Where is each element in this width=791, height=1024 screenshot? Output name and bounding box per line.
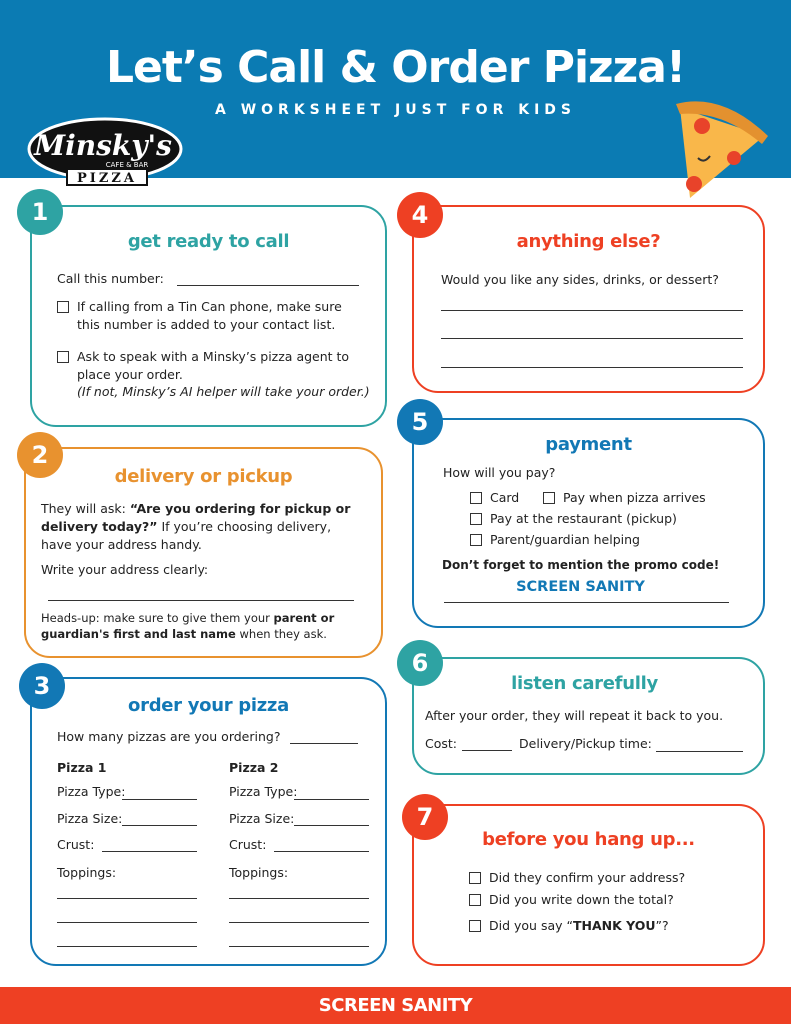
pizza-1-type-line[interactable] [122, 799, 197, 800]
question-text: How will you pay? [443, 465, 556, 480]
checkbox[interactable] [470, 513, 482, 525]
section-delivery-pickup [24, 447, 383, 658]
answer-line[interactable] [441, 367, 743, 368]
svg-text:PIZZA: PIZZA [77, 171, 137, 186]
toppings-label: Toppings: [57, 865, 117, 880]
page-title: Let’s Call & Order Pizza! [105, 42, 686, 93]
pizza-1-crust-line[interactable] [102, 851, 197, 852]
checkbox[interactable] [470, 534, 482, 546]
promo-code: SCREEN SANITY [516, 579, 645, 595]
toppings-line[interactable] [57, 946, 197, 947]
payment-option-parent[interactable]: Parent/guardian helping [470, 531, 640, 549]
section-title: payment [545, 434, 632, 455]
checkbox[interactable] [57, 301, 69, 313]
pizza-count-line[interactable] [290, 743, 358, 744]
answer-line[interactable] [441, 310, 743, 311]
step-badge-1: 1 [17, 189, 63, 235]
answer-line[interactable] [441, 338, 743, 339]
crust-label: Crust: [57, 837, 95, 852]
pizza-2-size-line[interactable] [294, 825, 369, 826]
footer-brand: SCREEN SANITY [0, 987, 791, 1024]
section-anything-else [412, 205, 765, 393]
section-title: anything else? [516, 231, 661, 252]
step-badge-2: 2 [17, 432, 63, 478]
checklist-item[interactable]: Did you say “THANK YOU”? [469, 917, 669, 935]
pizza-1-size-line[interactable] [122, 825, 197, 826]
toppings-line[interactable] [229, 898, 369, 899]
payment-option-restaurant[interactable]: Pay at the restaurant (pickup) [470, 510, 677, 528]
note-text: (If not, Minsky’s AI helper will take your order.) [77, 384, 370, 399]
question-text: They will ask: “Are you ordering for pickup or [41, 501, 351, 516]
checklist-item-text: this number is added to your contact list. [77, 317, 336, 332]
checkbox[interactable] [469, 872, 481, 884]
section-payment [412, 418, 765, 628]
heads-up-text: guardian's first and last name when they ask. [41, 627, 327, 641]
promo-line [444, 602, 729, 603]
toppings-line[interactable] [229, 946, 369, 947]
checkbox[interactable] [469, 920, 481, 932]
pizza-type-label: Pizza Type: [229, 784, 298, 799]
cost-label: Cost: [425, 736, 458, 751]
section-title: order your pizza [128, 695, 289, 716]
checklist-item[interactable]: Ask to speak with a Minsky’s pizza agent to [57, 348, 349, 366]
section-order-pizza [30, 677, 387, 966]
payment-option-card[interactable]: Card [470, 489, 519, 507]
time-line[interactable] [656, 751, 743, 752]
checklist-item[interactable]: Did they confirm your address? [469, 869, 685, 887]
crust-label: Crust: [229, 837, 267, 852]
call-label: Call this number: [57, 271, 164, 286]
toppings-line[interactable] [57, 922, 197, 923]
pizza-type-label: Pizza Type: [57, 784, 126, 799]
toppings-label: Toppings: [229, 865, 289, 880]
question-text: Would you like any sides, drinks, or dessert? [441, 272, 719, 287]
checkbox[interactable] [57, 351, 69, 363]
pizza-2-crust-line[interactable] [274, 851, 369, 852]
section-title: before you hang up... [482, 829, 695, 850]
checklist-item[interactable]: Did you write down the total? [469, 891, 674, 909]
question-text: delivery today?” If you’re choosing delivery, [41, 519, 332, 534]
address-label: Write your address clearly: [41, 562, 209, 577]
step-badge-5: 5 [397, 399, 443, 445]
heads-up-text: Heads-up: make sure to give them your parent or [41, 611, 335, 625]
checkbox[interactable] [543, 492, 555, 504]
checklist-item[interactable]: If calling from a Tin Can phone, make sure [57, 298, 342, 316]
section-get-ready [30, 205, 387, 427]
checkbox[interactable] [470, 492, 482, 504]
step-badge-7: 7 [402, 794, 448, 840]
question-text: have your address handy. [41, 537, 202, 552]
promo-label: Don’t forget to mention the promo code! [442, 558, 720, 572]
pizza-2-type-line[interactable] [294, 799, 369, 800]
section-before-hang-up [412, 804, 765, 966]
toppings-line[interactable] [57, 898, 197, 899]
svg-text:Minsky's: Minsky's [34, 129, 172, 162]
pizza-size-label: Pizza Size: [57, 811, 123, 826]
toppings-line[interactable] [229, 922, 369, 923]
phone-number-line[interactable] [177, 285, 359, 286]
pizza-count-label: How many pizzas are you ordering? [57, 729, 281, 744]
section-title: get ready to call [127, 231, 290, 252]
step-badge-3: 3 [19, 663, 65, 709]
step-badge-4: 4 [397, 192, 443, 238]
minskys-logo [27, 117, 185, 187]
instruction-text: After your order, they will repeat it back to you. [425, 708, 724, 723]
checkbox[interactable] [469, 894, 481, 906]
checklist-item-text: place your order. [77, 367, 183, 382]
section-title: listen carefully [511, 673, 658, 694]
pizza-size-label: Pizza Size: [229, 811, 295, 826]
section-listen-carefully [412, 657, 765, 775]
pizza-slice-illustration [672, 96, 772, 200]
payment-option-on-arrival[interactable]: Pay when pizza arrives [543, 489, 706, 507]
cost-line[interactable] [462, 750, 512, 751]
page-subtitle: A WORKSHEET JUST FOR KIDS [215, 102, 576, 118]
pizza-2-heading: Pizza 2 [229, 760, 279, 775]
address-line[interactable] [48, 600, 354, 601]
section-title: delivery or pickup [114, 466, 293, 487]
step-badge-6: 6 [397, 640, 443, 686]
time-label: Delivery/Pickup time: [519, 736, 652, 751]
svg-text:CAFE & BAR: CAFE & BAR [105, 161, 149, 169]
pizza-1-heading: Pizza 1 [57, 760, 107, 775]
